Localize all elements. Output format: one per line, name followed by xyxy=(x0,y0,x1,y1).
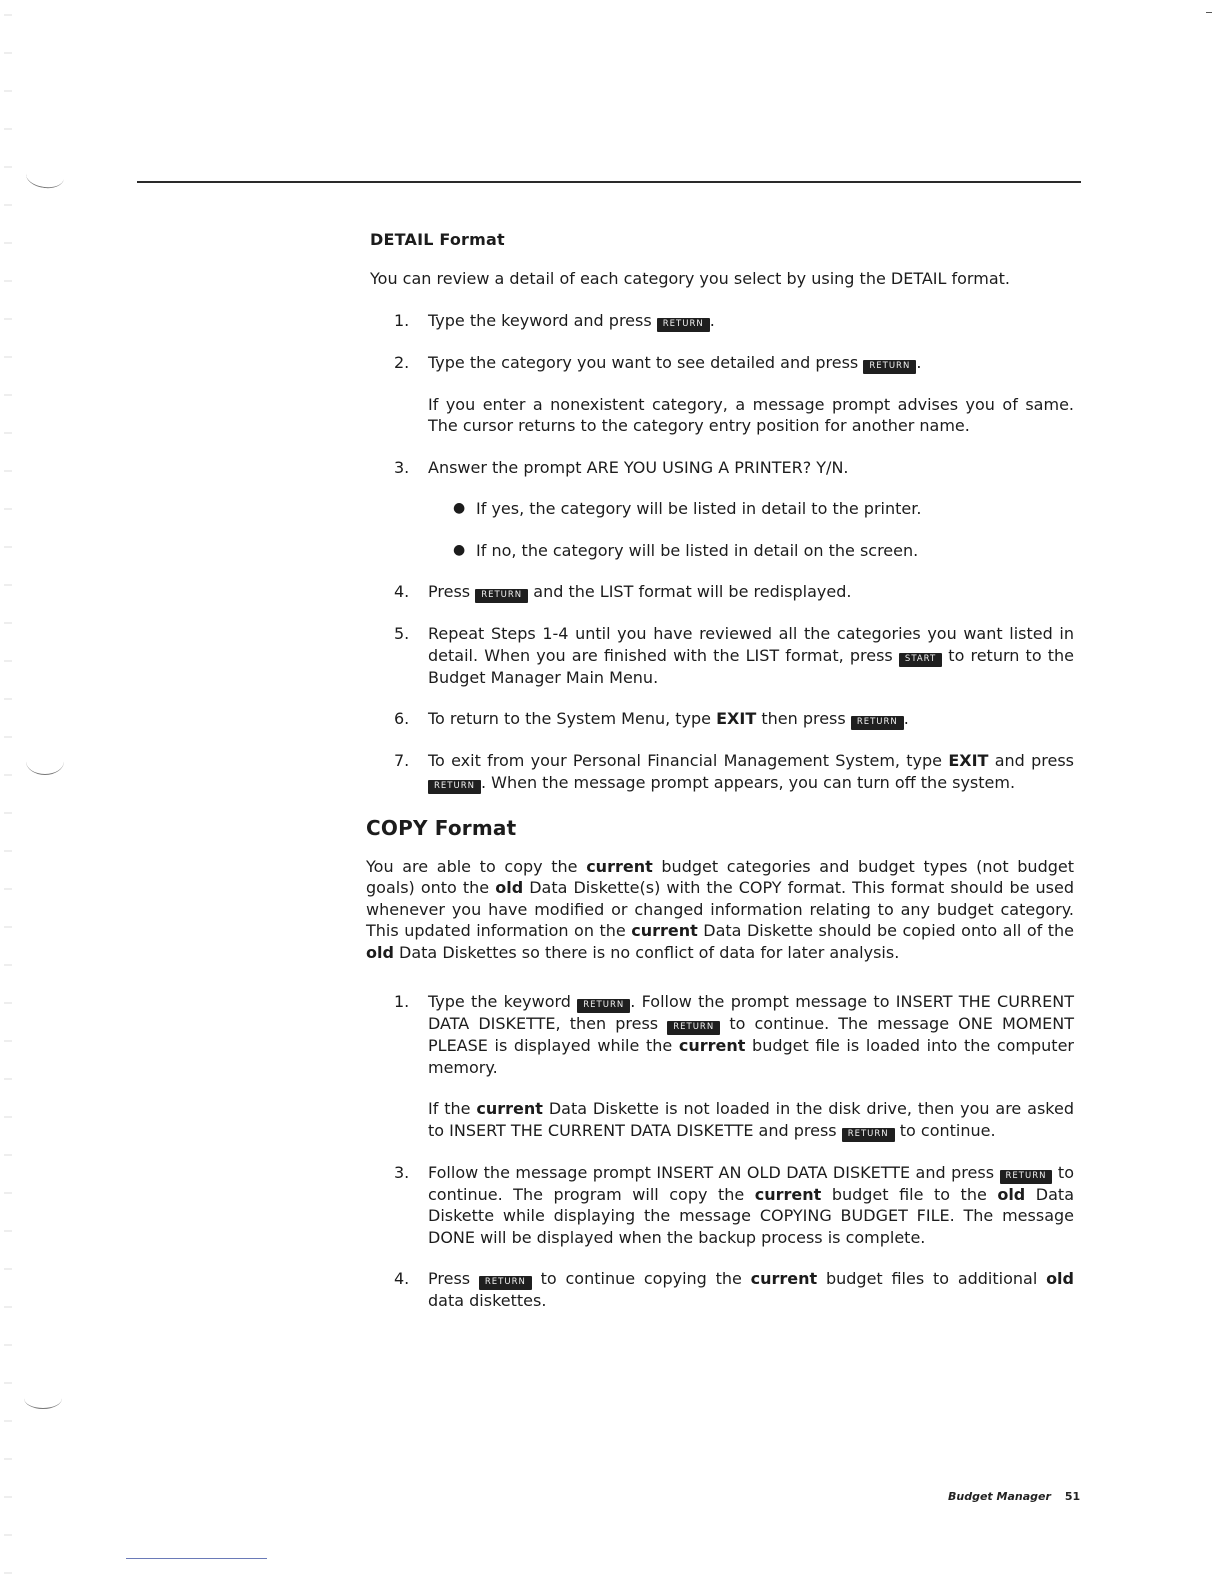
return-key: RETURN xyxy=(657,318,710,332)
detail-step: 1. Type the keyword and press RETURN . xyxy=(394,310,715,330)
return-key: RETURN xyxy=(475,589,528,603)
step-number: 3. xyxy=(394,1162,410,1182)
scan-mark xyxy=(1206,12,1212,13)
detail-step: 5. Repeat Steps 1-4 until you have reviewed all the categories you want listed in detail. When you are finished with the LIST format, press START to return to the Budget Manager Main Menu. xyxy=(394,624,1075,687)
margin-mark xyxy=(24,1388,62,1409)
copy-heading: COPY Format xyxy=(366,815,517,840)
detail-heading: DETAIL Format xyxy=(370,230,505,249)
header-rule xyxy=(137,181,1081,183)
step-note: If you enter a nonexistent category, a message prompt advises you of same. The cursor returns to the category entry position for another name. xyxy=(428,394,1074,435)
page-footer xyxy=(948,1490,1080,1503)
step-number: 2. xyxy=(394,352,410,372)
footer-rule xyxy=(126,1558,267,1559)
return-key: RETURN xyxy=(479,1276,532,1290)
detail-step: 3. Answer the prompt ARE YOU USING A PRINTER? Y/N. xyxy=(394,457,849,477)
return-key: RETURN xyxy=(577,999,630,1013)
return-key: RETURN xyxy=(863,360,916,374)
copy-step: 1. Type the keyword RETURN . Follow the prompt message to INSERT THE CURRENT DATA DISKETTE, then press RETURN to continue. The message ONE MOMENT PLEASE is displayed while the current budget file is loaded into the computer memory. xyxy=(394,992,1075,1077)
bullet-item: ● If yes, the category will be listed in detail to the printer. xyxy=(453,499,922,518)
scan-edge-artifact xyxy=(4,0,12,1584)
step-number: 4. xyxy=(394,582,410,601)
copy-step: 3. Follow the message prompt INSERT AN OLD DATA DISKETTE and press RETURN to continue. The program will copy the current budget file to the old Data Diskette while displaying the message COPYING BUDGET FILE. The message DONE will be displayed when the backup process is complete. xyxy=(394,1162,1074,1247)
footer-title: Budget Manager xyxy=(948,1490,1051,1503)
detail-step: 2. Type the category you want to see detailed and press RETURN . xyxy=(394,352,922,372)
margin-mark xyxy=(26,748,64,775)
return-key: RETURN xyxy=(1000,1170,1053,1184)
detail-intro: You can review a detail of each category you select by using the DETAIL format. xyxy=(370,269,1010,288)
page-number: 51 xyxy=(1064,1490,1081,1503)
step-number: 6. xyxy=(394,709,410,728)
step-number: 1. xyxy=(394,310,410,330)
step-number: 7. xyxy=(394,751,410,770)
start-key: START xyxy=(899,653,942,667)
detail-step: 4. Press RETURN and the LIST format will be redisplayed. xyxy=(394,582,852,601)
copy-intro: You are able to copy the current budget categories and budget types (not budget goals) onto the old Data Diskette(s) with the COPY format. This format should be used whenever you have modified or changed information relating to any budget category. This updated information on the current Data Diskette should be copied onto all of the old Data Diskettes so there is no conflict of data for later analysis. xyxy=(366,856,1075,962)
bullet-icon: ● xyxy=(453,500,466,516)
bullet-item: ● If no, the category will be listed in detail on the screen. xyxy=(453,540,919,560)
page-body xyxy=(366,230,1074,1332)
return-key: RETURN xyxy=(428,780,481,794)
detail-step: 7. To exit from your Personal Financial Management System, type EXIT and press RETURN . When the message prompt appears, you can turn off the system. xyxy=(394,751,1075,792)
step-number: 5. xyxy=(394,624,410,643)
return-key: RETURN xyxy=(851,716,904,730)
bullet-icon: ● xyxy=(453,541,466,558)
step-number: 4. xyxy=(394,1269,410,1288)
detail-step: 6. To return to the System Menu, type EXIT then press RETURN . xyxy=(394,709,909,728)
return-key: RETURN xyxy=(667,1021,720,1035)
step-number: 1. xyxy=(394,992,410,1011)
margin-mark xyxy=(25,162,66,190)
step-number: 3. xyxy=(394,457,410,477)
copy-step: 4. Press RETURN to continue copying the current budget files to additional old data diskettes. xyxy=(394,1269,1074,1310)
return-key: RETURN xyxy=(842,1128,895,1142)
step-note: If the current Data Diskette is not loaded in the disk drive, then you are asked to INSERT THE CURRENT DATA DISKETTE and press RETURN to continue. xyxy=(428,1099,1075,1140)
